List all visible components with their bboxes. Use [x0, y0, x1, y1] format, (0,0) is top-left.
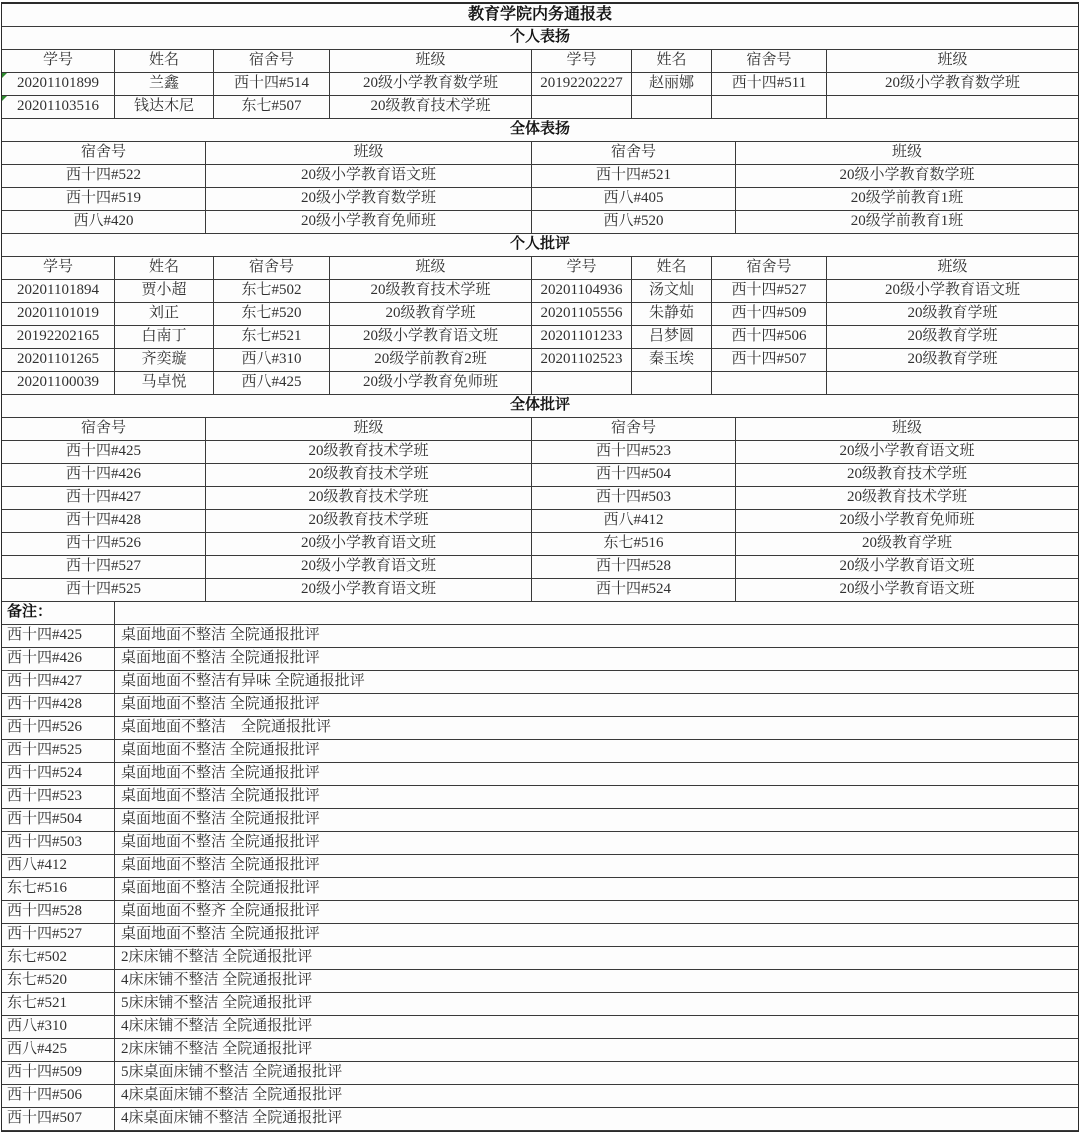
remark-dorm-cell: 西十四#526	[2, 717, 115, 739]
remark-text-cell: 桌面地面不整洁 全院通报批评	[121, 627, 320, 643]
column-header-student-id: 学号	[2, 257, 115, 279]
student-id: 20201103516	[17, 98, 99, 114]
name-cell: 兰鑫	[115, 73, 214, 95]
dorm-cell: 西十四#511	[712, 73, 827, 95]
class-cell: 20级学前教育1班	[850, 213, 964, 229]
dorm-cell: 西十四#426	[2, 464, 206, 486]
name-cell: 朱静茹	[632, 303, 712, 325]
table-header-row	[2, 50, 1078, 73]
column-header-dorm: 宿舍号	[712, 50, 827, 72]
table-row	[2, 303, 1078, 326]
class-cell: 20级学前教育1班	[850, 190, 964, 206]
column-header-dorm: 宿舍号	[214, 50, 330, 72]
dorm-cell: 西八#425	[214, 372, 330, 394]
remark-text-cell: 桌面地面不整洁 全院通报批评	[121, 696, 320, 712]
dorm-cell: 西十四#425	[2, 441, 206, 463]
remark-dorm-cell: 西十四#428	[2, 694, 115, 716]
green-corner-flag-icon	[2, 73, 7, 78]
table-row	[2, 326, 1078, 349]
name-cell: 钱达木尼	[115, 96, 214, 118]
student-id-cell: 20201104936	[532, 280, 632, 302]
dorm-cell: 西十四#527	[2, 556, 206, 578]
column-header-name: 姓名	[115, 50, 214, 72]
section-title-group-praise: 全体表扬	[509, 121, 570, 137]
class-cell: 20级教育技术学班	[206, 487, 532, 509]
column-header-class: 班级	[937, 52, 968, 68]
table-header-row	[2, 257, 1078, 280]
table-row	[2, 510, 1078, 533]
dorm-cell: 西十四#522	[2, 165, 206, 187]
name-cell: 汤文灿	[632, 280, 712, 302]
column-header-class: 班级	[206, 418, 532, 440]
class-cell: 20级小学教育语文班	[839, 581, 975, 597]
dorm-cell: 西十四#504	[532, 464, 736, 486]
dorm-cell: 西八#412	[532, 510, 736, 532]
dorm-cell: 西八#420	[2, 211, 206, 233]
remark-row	[2, 625, 1078, 648]
remark-text-cell: 桌面地面不整洁 全院通报批评	[121, 857, 320, 873]
remark-text-cell: 2床床铺不整洁 全院通报批评	[121, 1041, 313, 1057]
class-cell: 20级教育技术学班	[330, 280, 532, 302]
student-id-cell: 20201102523	[532, 349, 632, 371]
remark-dorm-cell: 东七#502	[2, 947, 115, 969]
remark-row	[2, 809, 1078, 832]
student-id-cell	[2, 96, 115, 118]
student-id-cell: 20201101894	[2, 280, 115, 302]
dorm-cell: 东七#520	[214, 303, 330, 325]
section-title-row-personal-praise	[2, 27, 1078, 50]
remark-row	[2, 717, 1078, 740]
name-cell	[632, 96, 712, 118]
dorm-cell: 西十四#509	[712, 303, 827, 325]
remark-row	[2, 878, 1078, 901]
column-header-student-id: 学号	[2, 50, 115, 72]
section-title-personal-praise: 个人表扬	[509, 29, 570, 45]
group-praise-body	[2, 165, 1078, 234]
table-row	[2, 579, 1078, 602]
green-corner-flag-icon	[2, 96, 7, 101]
column-header-class: 班级	[937, 259, 968, 275]
class-cell: 20级小学教育语文班	[884, 282, 1020, 298]
student-id-cell: 20201100039	[2, 372, 115, 394]
dorm-cell: 西十四#519	[2, 188, 206, 210]
remark-dorm-cell: 西十四#504	[2, 809, 115, 831]
column-header-student-id: 学号	[532, 50, 632, 72]
remark-text-cell: 桌面地面不整洁 全院通报批评	[121, 880, 320, 896]
remark-dorm-cell: 西十四#527	[2, 924, 115, 946]
student-id-cell	[532, 96, 632, 118]
remark-text-cell: 4床桌面床铺不整洁 全院通报批评	[121, 1110, 343, 1126]
dorm-cell: 西十四#503	[532, 487, 736, 509]
internal-affairs-report-table	[1, 2, 1079, 1132]
name-cell: 秦玉埃	[632, 349, 712, 371]
remark-dorm-cell: 西八#425	[2, 1039, 115, 1061]
class-cell: 20级教育学班	[330, 303, 532, 325]
class-cell: 20级教育技术学班	[330, 96, 532, 118]
table-row	[2, 165, 1078, 188]
remark-text-cell: 5床桌面床铺不整洁 全院通报批评	[121, 1064, 343, 1080]
column-header-dorm: 宿舍号	[214, 257, 330, 279]
table-row	[2, 188, 1078, 211]
student-id-cell: 20201101265	[2, 349, 115, 371]
remark-row	[2, 947, 1078, 970]
remark-text-cell: 桌面地面不整洁 全院通报批评	[121, 650, 320, 666]
remark-row	[2, 832, 1078, 855]
class-cell: 20级小学教育语文班	[330, 326, 532, 348]
table-row	[2, 73, 1078, 96]
column-header-class: 班级	[891, 420, 922, 436]
remarks-label-row	[2, 602, 1078, 625]
class-cell: 20级学前教育2班	[330, 349, 532, 371]
remark-text-cell: 桌面地面不整洁 全院通报批评	[121, 765, 320, 781]
class-cell: 20级小学教育数学班	[206, 188, 532, 210]
remark-row	[2, 763, 1078, 786]
name-cell: 刘正	[115, 303, 214, 325]
table-header-row	[2, 418, 1078, 441]
name-cell	[632, 372, 712, 394]
remark-row	[2, 1039, 1078, 1062]
section-title-personal-criticism: 个人批评	[509, 236, 570, 252]
remarks-body	[2, 625, 1078, 1131]
remark-dorm-cell: 西十四#528	[2, 901, 115, 923]
dorm-cell: 西十四#523	[532, 441, 736, 463]
title-row	[2, 4, 1078, 27]
remark-row	[2, 901, 1078, 924]
remark-dorm-cell: 西十四#506	[2, 1085, 115, 1107]
class-cell: 20级教育技术学班	[206, 441, 532, 463]
class-cell: 20级小学教育语文班	[206, 533, 532, 555]
class-cell: 20级教育技术学班	[206, 510, 532, 532]
class-cell: 20级教育学班	[907, 351, 998, 367]
dorm-cell: 西十四#521	[532, 165, 736, 187]
remark-dorm-cell: 西八#412	[2, 855, 115, 877]
personal-criticism-body	[2, 280, 1078, 395]
column-header-dorm: 宿舍号	[532, 142, 736, 164]
class-cell: 20级小学教育语文班	[839, 443, 975, 459]
table-header-row	[2, 142, 1078, 165]
section-title-group-criticism: 全体批评	[509, 397, 570, 413]
dorm-cell: 东七#516	[532, 533, 736, 555]
column-header-class: 班级	[330, 50, 532, 72]
dorm-cell: 西十四#526	[2, 533, 206, 555]
dorm-cell	[712, 96, 827, 118]
dorm-cell: 西十四#506	[712, 326, 827, 348]
remark-row	[2, 1108, 1078, 1131]
remark-dorm-cell: 西十四#509	[2, 1062, 115, 1084]
name-cell: 马卓悦	[115, 372, 214, 394]
name-cell: 吕梦圆	[632, 326, 712, 348]
class-cell: 20级小学教育语文班	[206, 165, 532, 187]
class-cell: 20级小学教育免师班	[206, 211, 532, 233]
name-cell: 白南丁	[115, 326, 214, 348]
remark-row	[2, 1016, 1078, 1039]
remark-text-cell: 4床床铺不整洁 全院通报批评	[121, 1018, 313, 1034]
remark-text-cell: 桌面地面不整洁 全院通报批评	[121, 742, 320, 758]
class-cell: 20级小学教育语文班	[206, 556, 532, 578]
dorm-cell: 西十四#524	[532, 579, 736, 601]
remark-text-cell: 5床床铺不整洁 全院通报批评	[121, 995, 313, 1011]
class-cell: 20级小学教育免师班	[839, 512, 975, 528]
table-row	[2, 487, 1078, 510]
column-header-name: 姓名	[115, 257, 214, 279]
name-cell: 齐奕璇	[115, 349, 214, 371]
remark-row	[2, 993, 1078, 1016]
dorm-cell: 东七#521	[214, 326, 330, 348]
remark-dorm-cell: 西十四#524	[2, 763, 115, 785]
name-cell: 赵丽娜	[632, 73, 712, 95]
table-row	[2, 556, 1078, 579]
dorm-cell: 西十四#525	[2, 579, 206, 601]
student-id-cell	[532, 372, 632, 394]
student-id-cell: 20201101019	[2, 303, 115, 325]
dorm-cell: 西八#405	[532, 188, 736, 210]
remark-text-cell: 4床桌面床铺不整洁 全院通报批评	[121, 1087, 343, 1103]
class-cell: 20级小学教育语文班	[206, 579, 532, 601]
remark-dorm-cell: 西十四#507	[2, 1108, 115, 1130]
remark-row	[2, 1085, 1078, 1108]
section-title-row-group-criticism	[2, 395, 1078, 418]
dorm-cell: 西八#310	[214, 349, 330, 371]
remark-dorm-cell: 西十四#427	[2, 671, 115, 693]
remark-dorm-cell: 东七#520	[2, 970, 115, 992]
column-header-dorm: 宿舍号	[2, 142, 206, 164]
remark-text-cell: 桌面地面不整洁 全院通报批评	[121, 788, 320, 804]
remark-dorm-cell: 西十四#525	[2, 740, 115, 762]
dorm-cell	[712, 372, 827, 394]
table-row	[2, 96, 1078, 119]
dorm-cell: 西十四#514	[214, 73, 330, 95]
table-row	[2, 464, 1078, 487]
remark-dorm-cell: 西十四#523	[2, 786, 115, 808]
remark-row	[2, 671, 1078, 694]
empty-cell	[115, 602, 1078, 624]
remark-row	[2, 786, 1078, 809]
student-id: 20201101899	[17, 75, 99, 91]
table-row	[2, 533, 1078, 556]
remark-row	[2, 924, 1078, 947]
dorm-cell: 东七#502	[214, 280, 330, 302]
column-header-name: 姓名	[632, 50, 712, 72]
remark-row	[2, 970, 1078, 993]
student-id-cell: 20201105556	[532, 303, 632, 325]
remark-dorm-cell: 西八#310	[2, 1016, 115, 1038]
remark-dorm-cell: 西十四#503	[2, 832, 115, 854]
page-title: 教育学院内务通报表	[467, 6, 612, 23]
class-cell: 20级教育技术学班	[846, 466, 967, 482]
remark-text-cell: 桌面地面不整洁 全院通报批评	[121, 926, 320, 942]
dorm-cell: 东七#507	[214, 96, 330, 118]
remark-text-cell: 桌面地面不整洁有异味 全院通报批评	[121, 673, 365, 689]
class-cell: 20级教育技术学班	[206, 464, 532, 486]
remark-text-cell: 2床床铺不整洁 全院通报批评	[121, 949, 313, 965]
section-title-row-personal-criticism	[2, 234, 1078, 257]
remark-text-cell: 4床床铺不整洁 全院通报批评	[121, 972, 313, 988]
remark-dorm-cell: 西十四#426	[2, 648, 115, 670]
table-row	[2, 280, 1078, 303]
dorm-cell: 西十四#527	[712, 280, 827, 302]
student-id-cell	[2, 73, 115, 95]
class-cell: 20级教育学班	[907, 328, 998, 344]
column-header-dorm: 宿舍号	[712, 257, 827, 279]
student-id-cell: 20201101233	[532, 326, 632, 348]
class-cell: 20级小学教育免师班	[330, 372, 532, 394]
table-row	[2, 372, 1078, 395]
class-cell: 20级教育学班	[907, 305, 998, 321]
table-row	[2, 441, 1078, 464]
class-cell	[827, 96, 1078, 118]
remark-row	[2, 1062, 1078, 1085]
section-title-row-group-praise	[2, 119, 1078, 142]
name-cell: 贾小超	[115, 280, 214, 302]
class-cell: 20级教育学班	[861, 535, 952, 551]
remark-text-cell: 桌面地面不整洁 全院通报批评	[121, 834, 320, 850]
table-row	[2, 211, 1078, 234]
column-header-name: 姓名	[632, 257, 712, 279]
column-header-dorm: 宿舍号	[2, 418, 206, 440]
remark-row	[2, 740, 1078, 763]
column-header-class: 班级	[330, 257, 532, 279]
column-header-class: 班级	[206, 142, 532, 164]
remark-dorm-cell: 西十四#425	[2, 625, 115, 647]
remark-dorm-cell: 东七#521	[2, 993, 115, 1015]
column-header-class: 班级	[891, 144, 922, 160]
remark-text-cell: 桌面地面不整洁 全院通报批评	[121, 719, 332, 735]
remarks-label: 备注：	[2, 602, 115, 624]
class-cell: 20级小学教育数学班	[839, 167, 975, 183]
class-cell: 20级小学教育语文班	[839, 558, 975, 574]
dorm-cell: 西十四#427	[2, 487, 206, 509]
remark-row	[2, 694, 1078, 717]
class-cell	[827, 372, 1078, 394]
class-cell: 20级小学教育数学班	[330, 73, 532, 95]
column-header-dorm: 宿舍号	[532, 418, 736, 440]
remark-row	[2, 648, 1078, 671]
remark-text-cell: 桌面地面不整洁 全院通报批评	[121, 811, 320, 827]
column-header-student-id: 学号	[532, 257, 632, 279]
student-id-cell: 20192202227	[532, 73, 632, 95]
class-cell: 20级教育技术学班	[846, 489, 967, 505]
remark-text-cell: 桌面地面不整齐 全院通报批评	[121, 903, 320, 919]
remark-row	[2, 855, 1078, 878]
dorm-cell: 西十四#507	[712, 349, 827, 371]
dorm-cell: 西十四#428	[2, 510, 206, 532]
group-criticism-body	[2, 441, 1078, 602]
class-cell: 20级小学教育数学班	[884, 75, 1020, 91]
table-row	[2, 349, 1078, 372]
dorm-cell: 西八#520	[532, 211, 736, 233]
dorm-cell: 西十四#528	[532, 556, 736, 578]
remark-dorm-cell: 东七#516	[2, 878, 115, 900]
student-id-cell: 20192202165	[2, 326, 115, 348]
